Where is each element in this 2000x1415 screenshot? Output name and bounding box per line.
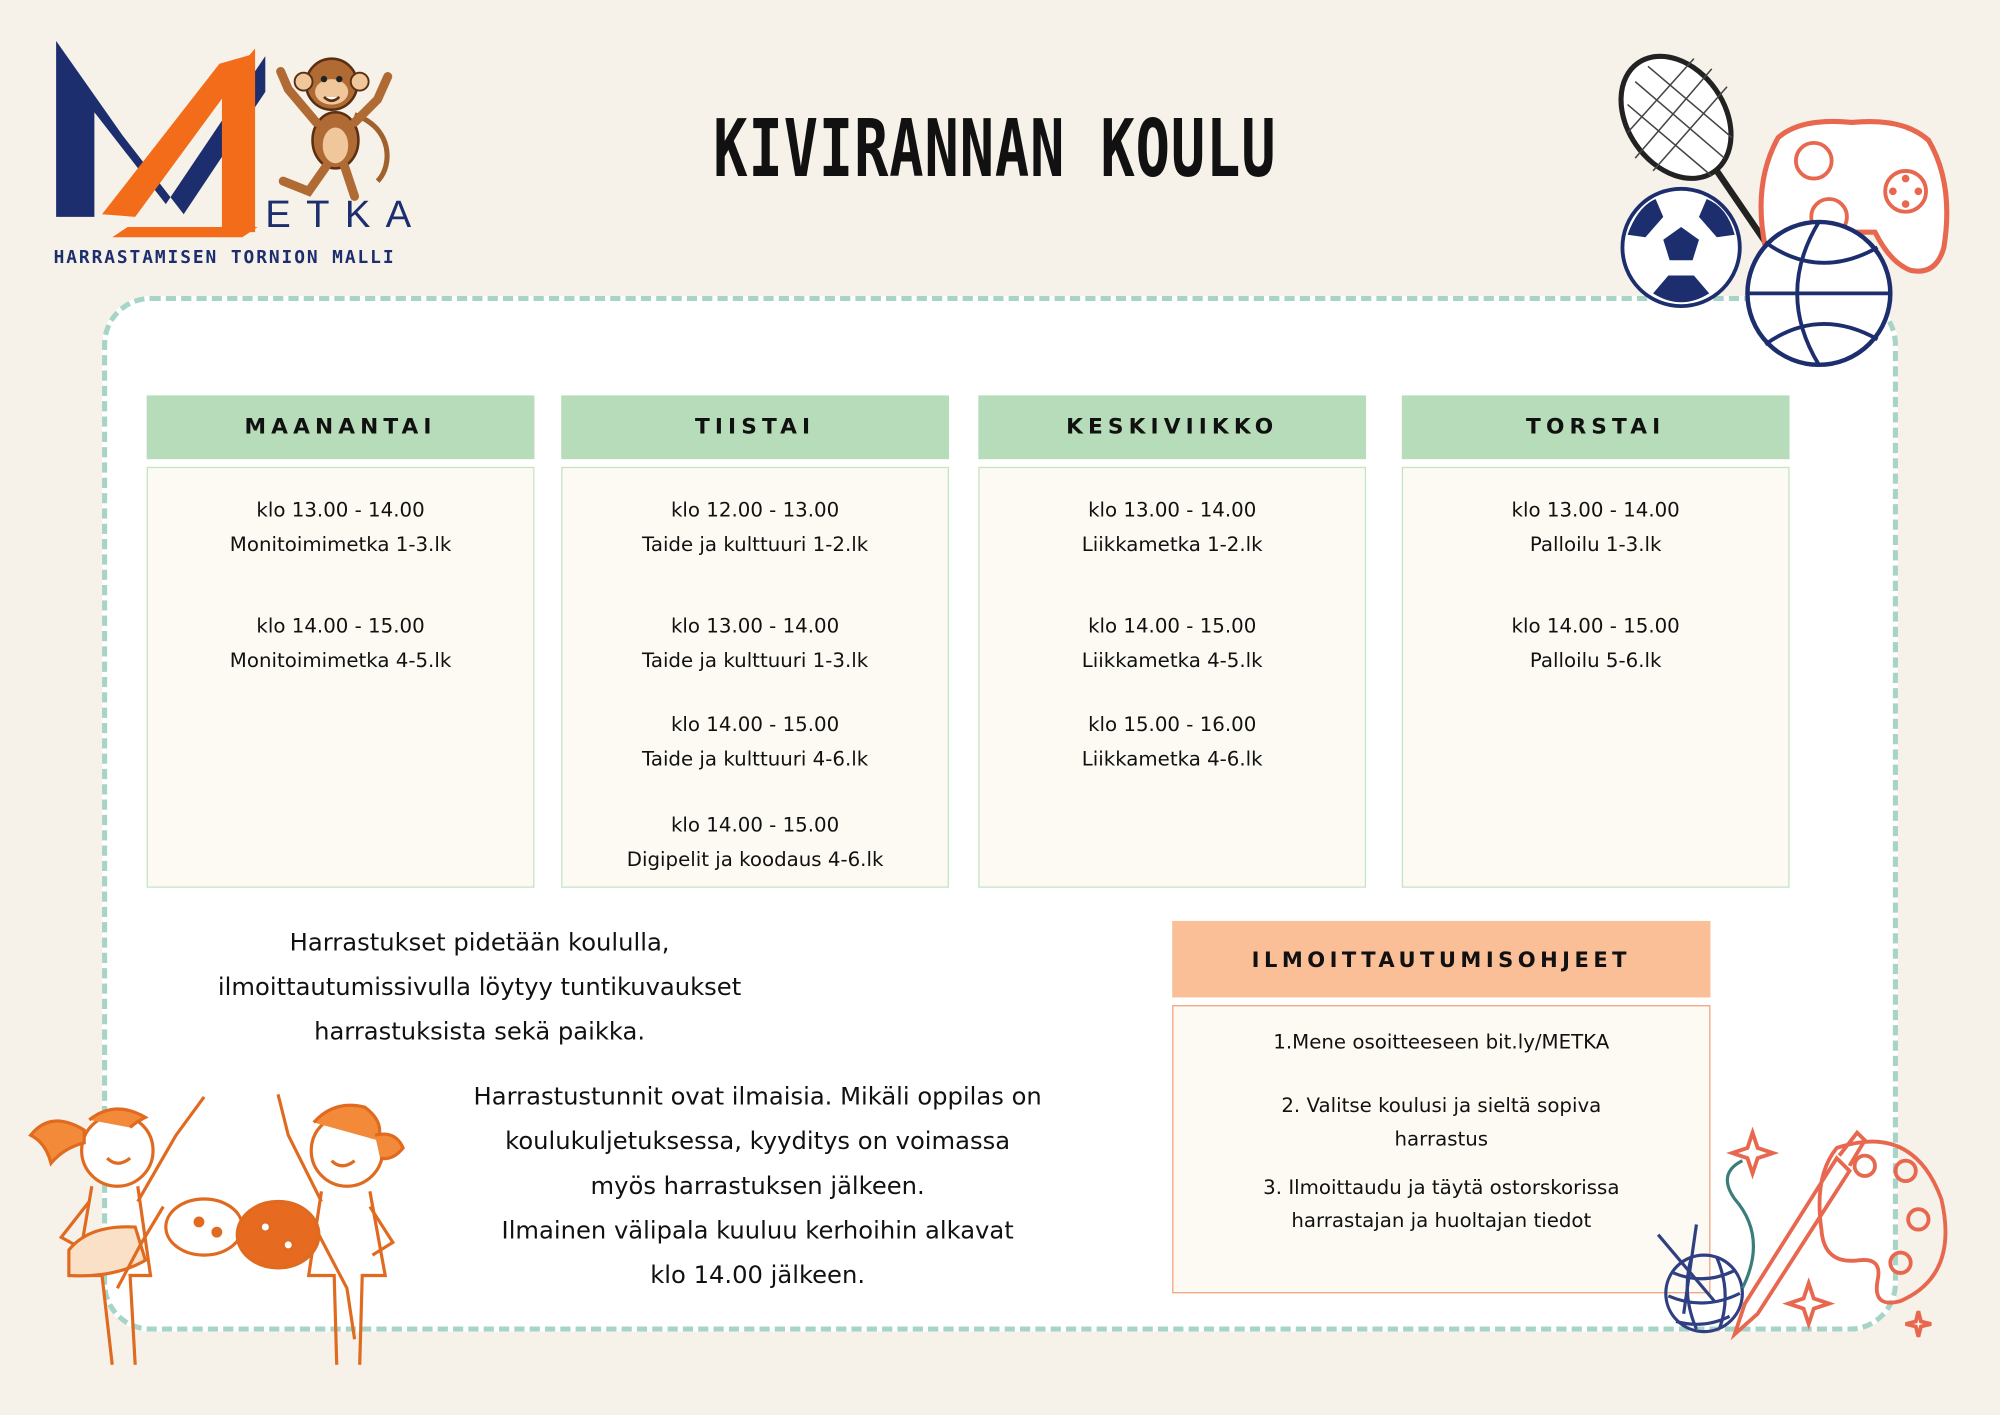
sports-icons: [1610, 43, 1967, 375]
day-header-torstai: TORSTAI: [1402, 395, 1790, 459]
step-line: harrastus: [1394, 1127, 1489, 1151]
schedule-slot: [1403, 610, 1788, 679]
slot-time: klo 15.00 - 16.00: [1088, 713, 1257, 736]
slot-activity: Liikkametka 4-5.lk: [1081, 649, 1263, 673]
slot-activity: Palloilu 1-3.lk: [1529, 533, 1662, 557]
slot-activity: Taide ja kulttuuri 1-3.lk: [642, 649, 869, 673]
slot-activity: Palloilu 5-6.lk: [1529, 649, 1662, 673]
step-line: harrastajan ja huoltajan tiedot: [1291, 1209, 1592, 1233]
info-line: Harrastustunnit ovat ilmaisia. Mikäli oppilas on: [473, 1082, 1042, 1111]
slot-time: klo 14.00 - 15.00: [256, 614, 425, 638]
soccer-ball-icon: [1622, 189, 1739, 306]
slot-time: klo 13.00 - 14.00: [1511, 498, 1680, 522]
slot-time: klo 12.00 - 13.00: [670, 498, 840, 522]
schedule-slot: [980, 610, 1365, 679]
slot-time: klo 13.00 - 14.00: [256, 498, 425, 522]
info-line: ilmoittautumissivulla löytyy tuntikuvaukset: [217, 973, 742, 1002]
schedule-slot: [980, 494, 1365, 563]
day-header-keskiviikko: KESKIVIIKKO: [978, 395, 1366, 459]
day-header-tiistai: TIISTAI: [561, 395, 949, 459]
day-box-maanantai: [147, 467, 535, 888]
slot-activity: Liikkametka 1-2.lk: [1081, 533, 1263, 557]
slot-time: klo 13.00 - 14.00: [1088, 498, 1257, 522]
page-title: KIVIRANNAN KOULU: [713, 102, 1277, 196]
step-line: 2. Valitse koulusi ja sieltä sopiva: [1281, 1094, 1602, 1118]
schedule-slot: [1403, 494, 1788, 563]
slot-time: klo 14.00 - 15.00: [1511, 614, 1680, 638]
basketball-icon: [1747, 222, 1890, 365]
art-craft-icons: [1645, 1110, 1951, 1391]
schedule-slot: [562, 494, 947, 563]
day-box-keskiviikko: [978, 467, 1366, 888]
day-box-torstai: [1402, 467, 1790, 888]
info-text-1: [128, 921, 832, 1055]
signup-heading: ILMOITTAUTUMISOHJEET: [1172, 921, 1710, 998]
day-header-maanantai: MAANANTAI: [147, 395, 535, 459]
day-box-tiistai: [561, 467, 949, 888]
signup-step: [1173, 1026, 1709, 1059]
schedule-slot: [148, 610, 533, 679]
slot-time: klo 14.00 - 15.00: [670, 713, 840, 736]
schedule-slot: [980, 708, 1365, 777]
slot-time: klo 13.00 - 14.00: [670, 614, 840, 638]
slot-activity: Digipelit ja koodaus 4-6.lk: [626, 848, 884, 872]
signup-step: [1173, 1089, 1709, 1155]
signup-steps: [1172, 1005, 1710, 1293]
slot-activity: Monitoimimetka 4-5.lk: [229, 649, 452, 673]
info-line: Harrastukset pidetään koululla,: [289, 928, 670, 957]
slot-activity: Taide ja kulttuuri 4-6.lk: [642, 747, 869, 771]
info-line: Ilmainen välipala kuuluu kerhoihin alkavat: [501, 1216, 1014, 1245]
slot-time: klo 14.00 - 15.00: [670, 813, 840, 837]
slot-time: klo 14.00 - 15.00: [1088, 614, 1257, 638]
info-line: harrastuksista sekä paikka.: [314, 1017, 646, 1046]
step-line: 1.Mene osoitteeseen bit.ly/METKA: [1273, 1030, 1610, 1054]
info-line: koulukuljetuksessa, kyyditys on voimassa: [505, 1127, 1011, 1156]
schedule-slot: [148, 494, 533, 563]
info-line: klo 14.00 jälkeen.: [650, 1261, 866, 1290]
slot-activity: Monitoimimetka 1-3.lk: [229, 533, 452, 557]
slot-activity: Liikkametka 4-6.lk: [1081, 747, 1263, 771]
logo-letters: ETKA: [265, 193, 427, 236]
step-line: 3. Ilmoittaudu ja täytä ostorskorissa: [1263, 1176, 1620, 1199]
logo-subtitle: HARRASTAMISEN TORNION MALLI: [53, 247, 396, 268]
schedule-slot: [562, 809, 947, 878]
art-palette-icon: [1735, 1133, 1946, 1335]
slot-activity: Taide ja kulttuuri 1-2.lk: [642, 533, 869, 557]
info-line: myös harrastuksen jälkeen.: [590, 1172, 925, 1201]
monkey-icon: [265, 38, 405, 204]
schedule-slot: [562, 708, 947, 777]
yarn-knitting-icon: [1658, 1161, 1753, 1332]
signup-step: [1173, 1171, 1709, 1237]
info-text-2: [383, 1075, 1133, 1298]
schedule-slot: [562, 610, 947, 679]
girl-hobbyhorse-illustration: [13, 1084, 408, 1390]
